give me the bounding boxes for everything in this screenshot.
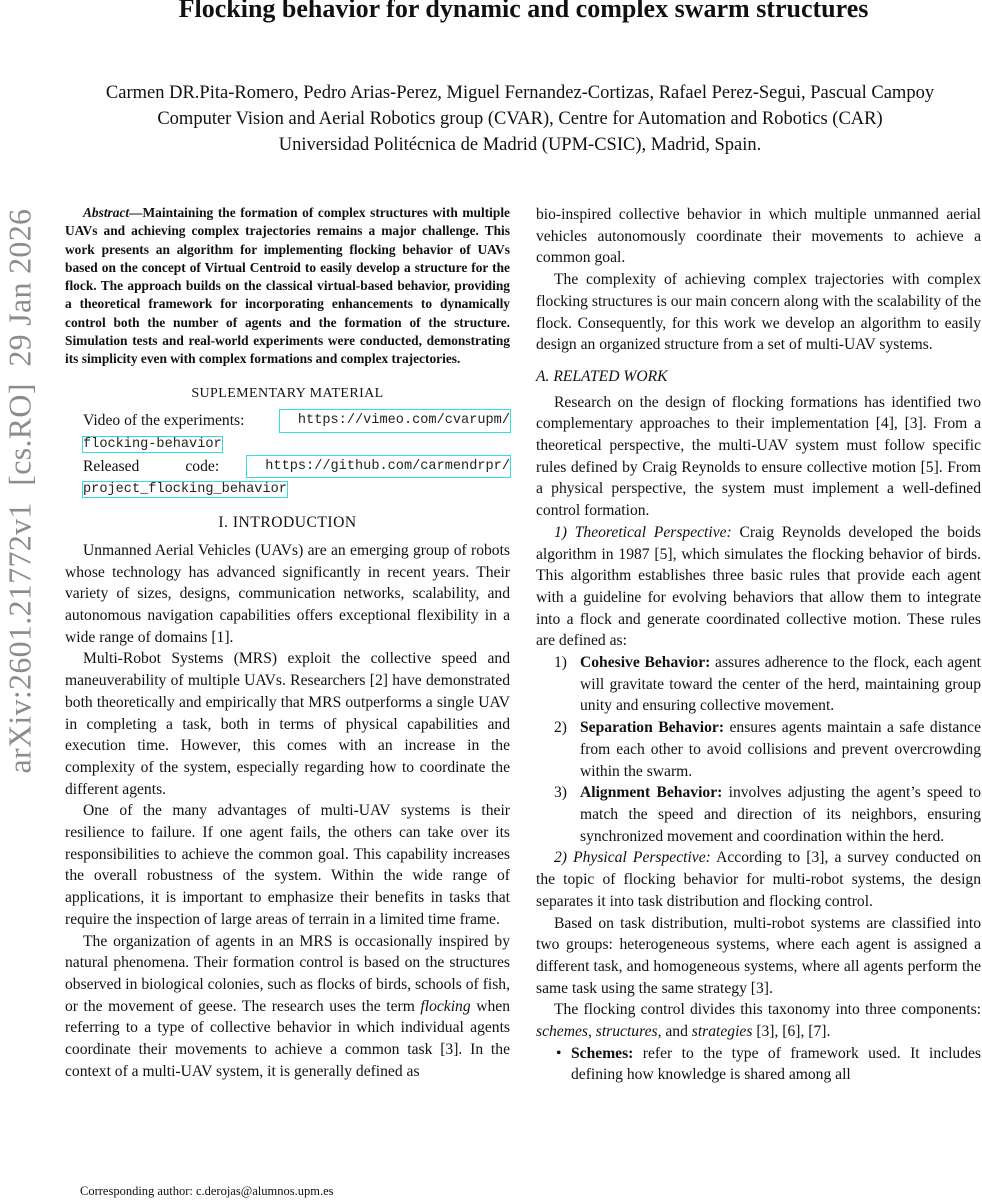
reynolds-rules-list [536, 652, 981, 847]
bullet-icon: • [556, 1044, 562, 1062]
author-names: Carmen DR.Pita-Romero, Pedro Arias-Perez, Miguel Fernandez-Cortizas, Rafael Perez-Segui, Pascual Campoy [105, 83, 935, 103]
theoretical-paragraph [536, 522, 981, 652]
video-link[interactable]: https://vimeo.com/cvarupm/ [280, 410, 510, 432]
right-column [536, 204, 981, 1086]
abstract-text: Maintaining the formation of complex structures with multiple UAVs and achieving complex trajectories remains a major challenge. This work presents an algorithm for implementing flocking behavior of UAVs based on the concept of Virtual Centroid to easily develop a structure for the flock. The approach builds on the classical virtual-based behavior, providing a theoretical framework for incorporating enhancements to dynamically control both the number of agents and the formation of the structure. Simulation tests and real-world experiments were conducted, demonstrating its simplicity even with complex formations and complex trajectories. [65, 205, 510, 367]
intro-p4-text-b: when referring to a type of collective behavior in which individual agents coordinate their movements to achieve a common task [3]. In the context of a multi-UAV system, it is generally defined as [65, 997, 510, 1080]
rule-item [536, 652, 981, 717]
theoretical-text: Craig Reynolds developed the boids algorithm in 1987 [5], which simulates the flocking behavior of birds. This algorithm establishes three basic rules that provide each agent with a guideline for evolving behaviors that allow them to integrate into a flock and generate coordinated collective motion. These rules are defined as: [536, 523, 981, 650]
physical-paragraph [536, 847, 981, 912]
rule-term: Separation Behavior: [580, 719, 725, 737]
control-sep-1: , [587, 1023, 596, 1041]
bullet-text: refer to the type of framework used. It includes defining how knowledge is shared among all [571, 1044, 981, 1084]
theoretical-heading: 1) Theoretical Perspective: [554, 523, 732, 541]
control-text-b: [3], [6], [7]. [752, 1023, 831, 1041]
rule-term: Alignment Behavior: [580, 784, 723, 802]
task-distribution-paragraph: Based on task distribution, multi-robot systems are classified into two groups: heterogeneous systems, where each agent is assigned a different task, and homogeneous systems, where all agents perform the same task using the same strategy [3]. [536, 914, 981, 997]
physical-text: According to [3], a survey conducted on the topic of flocking behavior for multi-robot systems, the design separates it into task distribution and flocking control. [536, 849, 981, 910]
intro-paragraph-3: One of the many advantages of multi-UAV systems is their resilience to failure. If one agent fails, the others can take over its responsibilities to achieve the common goal. This capability increases the overall robustness of the system. Within the wide range of applications, it is important to emphasize their benefits in tasks that require the inspection of large areas of terrain in a limited time frame. [65, 802, 510, 928]
code-link[interactable]: https://github.com/carmendrpr/ [247, 456, 510, 478]
bullet-term: Schemes: [571, 1044, 634, 1062]
control-em-strategies: strategies [691, 1023, 753, 1041]
related-work-heading: A. RELATED WORK [536, 367, 668, 385]
related-work-paragraph-1: Research on the design of flocking formations has identified two complementary approaches to their implementation [4], [3]. From a theoretical perspective, the multi-UAV system must follow specific rules defined by Craig Reynolds to ensure collective motion [5]. From a physical perspective, the system must implement a well-defined control formation. [536, 393, 981, 520]
video-line-cont [65, 432, 510, 456]
control-sep-2: , and [657, 1023, 692, 1041]
rule-item [536, 717, 981, 782]
control-em-schemes: schemes [536, 1023, 588, 1041]
abstract-dash: — [129, 205, 143, 220]
intro-paragraph-5: bio-inspired collective behavior in which multiple unmanned aerial vehicles autonomously coordinate their movements to achieve a common goal. [536, 206, 981, 267]
affiliation-line-1: Computer Vision and Aerial Robotics group (CVAR), Centre for Automation and Robotics (CAR) [157, 109, 883, 129]
intro-paragraph-6: The complexity of achieving complex trajectories with complex flocking structures is our main concern along with the scalability of the flock. Consequently, for this work we develop an algorithm to easily design an organized structure from a set of multi-UAV systems. [536, 271, 981, 354]
control-em-structures: structures [595, 1023, 658, 1041]
paper-title: Flocking behavior for dynamic and complex swarm structures [178, 0, 869, 23]
intro-paragraph-1: Unmanned Aerial Vehicles (UAVs) are an emerging group of robots whose technology has advanced significantly in recent years. Their variety of sizes, designs, communication networks, scalability, and autonomous navigation capabilities offers exceptional flexibility in a wide range of domains [1]. [65, 541, 510, 646]
supplementary-heading: SUPLEMENTARY MATERIAL [191, 385, 384, 401]
video-link-cont[interactable]: flocking-behavior [83, 437, 222, 453]
control-text-a: The flocking control divides this taxonomy into three components: [554, 1001, 981, 1019]
rule-text: assures adherence to the flock, each agent will gravitate toward the center of the herd, maintaining group unity and ensuring collective movement. [580, 654, 981, 715]
arxiv-stamp: arXiv:2601.21772v1 [cs.RO] 29 Jan 2026 [1, 208, 38, 774]
intro-paragraph-2: Multi-Robot Systems (MRS) exploit the collective speed and maneuverability of multiple UAVs. Researchers [2] have demonstrated both theoretically and empirically that MRS outperforms a single UAV in completing a task, both in terms of physical capabilities and execution time. However, this comes with an increase in the complexity of the system, especially regarding how to coordinate the different agents. [65, 650, 510, 798]
video-line [65, 410, 510, 432]
affiliation-line-2: Universidad Politécnica de Madrid (UPM-CSIC), Madrid, Spain. [278, 135, 762, 155]
rule-number: 3) [554, 784, 567, 802]
intro-paragraph-4 [65, 931, 510, 1083]
introduction-heading: I. INTRODUCTION [218, 514, 357, 532]
code-line-cont [65, 477, 510, 501]
left-column [65, 204, 510, 1082]
rule-term: Cohesive Behavior: [580, 654, 711, 672]
code-line [65, 456, 510, 478]
author-block [0, 80, 982, 158]
intro-p4-emphasis: flocking [420, 997, 471, 1015]
flocking-control-paragraph [536, 999, 981, 1042]
list-item [536, 1043, 981, 1086]
rule-number: 1) [554, 654, 567, 672]
components-list [536, 1043, 981, 1086]
abstract-label: Abstract [83, 205, 130, 220]
footnote-corresponding-author: Corresponding author: c.derojas@alumnos.upm.es [80, 1184, 334, 1198]
abstract [65, 204, 510, 369]
rule-text: ensures agents maintain a safe distance from each other to avoid collisions and prevent overcrowding within the swarm. [580, 719, 981, 780]
video-label: Video of the experiments: [83, 412, 245, 430]
intro-p4-text-a: The organization of agents in an MRS is occasionally inspired by natural phenomena. Their formation control is based on the structures observed in biological colonies, such as flocks of birds, schools of fish, or the movement of geese. The research uses the term [65, 932, 510, 1015]
rule-item [536, 782, 981, 847]
code-link-cont[interactable]: project_flocking_behavior [83, 482, 287, 498]
physical-heading: 2) Physical Perspective: [554, 849, 711, 867]
rule-number: 2) [554, 719, 567, 737]
rule-text: involves adjusting the agent’s speed to match the speed and direction of its neighbors, ensuring synchronized movement and coordination within the herd. [580, 784, 981, 845]
code-label-2: code: [185, 457, 220, 475]
code-label-1: Released [83, 457, 140, 475]
